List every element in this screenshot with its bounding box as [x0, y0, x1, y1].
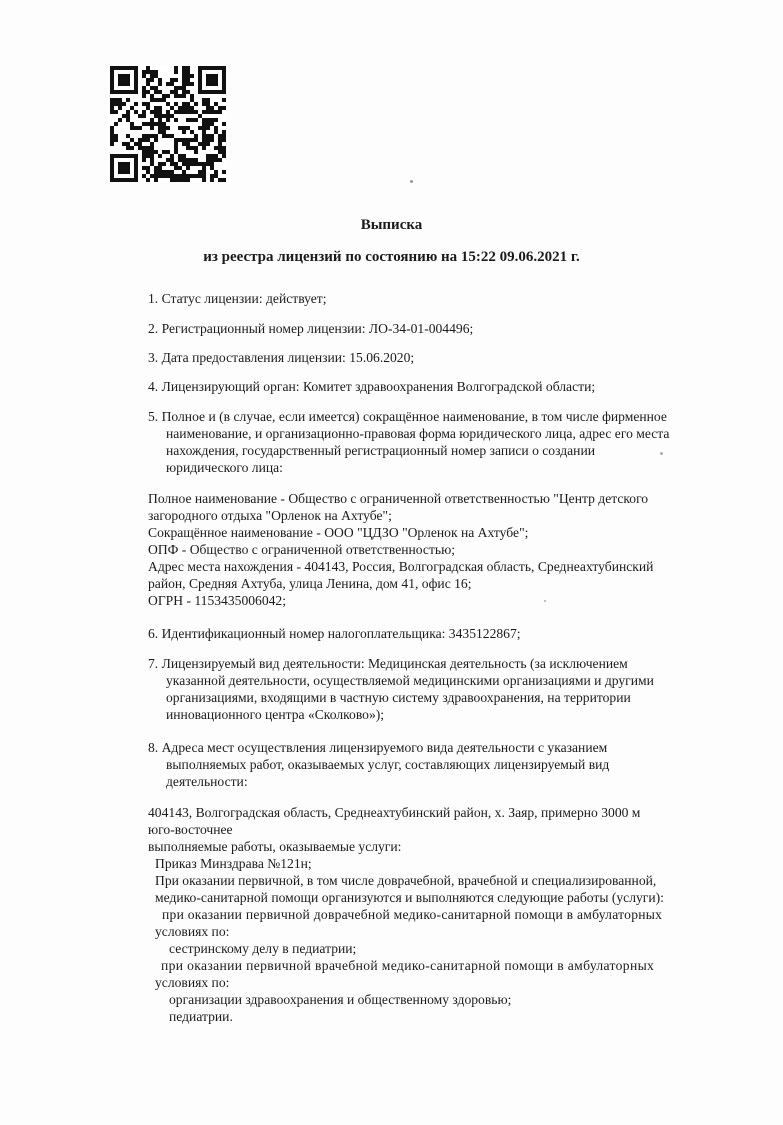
physician-care-line: при оказании первичной врачебной медико-санитарной помощи в амбулаторных: [161, 958, 655, 973]
detail-line: загородного отдыха "Орленок на Ахтубе";: [148, 508, 392, 523]
qr-code: [110, 66, 226, 182]
item-registration-number: 2. Регистрационный номер лицензии: ЛО-34-01-004496;: [148, 321, 474, 336]
detail-line: Полное наименование - Общество с ограниченной ответственностью "Центр детского: [148, 491, 649, 506]
service-health-organization: организации здравоохранения и общественному здоровью;: [169, 992, 512, 1007]
order-reference: Приказ Минздрава №121н;: [155, 856, 312, 871]
legal-entity-details: [148, 490, 748, 609]
item-issue-date: 3. Дата предоставления лицензии: 15.06.2020;: [148, 350, 415, 365]
services-label: выполняемые работы, оказываемые услуги:: [148, 839, 402, 854]
item-license-status: 1. Статус лицензии: действует;: [148, 291, 327, 306]
item-text-line: выполняемых работ, оказываемых услуг, составляющих лицензируемый вид: [166, 757, 610, 772]
prehospital-care-line: при оказании первичной доврачебной медико-санитарной помощи в амбулаторных: [162, 907, 663, 922]
item-text-line: 8. Адреса мест осуществления лицензируемого вида деятельности с указанием: [148, 740, 608, 755]
scan-speck: [410, 180, 413, 183]
item-text-line: нахождения, государственный регистрационный номер записи о создании: [166, 443, 596, 458]
services-list: [155, 855, 735, 1025]
qr-code-graphic: [110, 66, 226, 182]
document-title: Выписка: [360, 217, 423, 233]
item-text-line: инновационного центра «Сколково»);: [166, 707, 385, 722]
service-nursing-pediatrics: сестринскому делу в педиатрии;: [169, 941, 357, 956]
prehospital-care-line: условиях по:: [155, 924, 230, 939]
item-text-line: наименование, и организационно-правовая форма юридического лица, адрес его места: [166, 426, 670, 441]
item-licensing-authority: 4. Лицензирующий орган: Комитет здравоохранения Волгоградской области;: [148, 379, 596, 394]
item-text-line: 7. Лицензируемый вид деятельности: Медицинская деятельность (за исключением: [148, 656, 628, 671]
address-line: 404143, Волгоградская область, Среднеахтубинский район, х. Заяр, примерно 3000 м: [148, 805, 641, 820]
service-pediatrics: педиатрии.: [169, 1009, 233, 1024]
item-tax-id: 6. Идентификационный номер налогоплательщика: 3435122867;: [148, 626, 521, 641]
physician-care-line: условиях по:: [155, 975, 230, 990]
primary-care-line: медико-санитарной помощи организуются и выполняются следующие работы (услуги):: [155, 890, 664, 905]
item-licensed-activity: [148, 655, 748, 723]
item-text-line: указанной деятельности, осуществляемой медицинскими организациями и другими: [166, 673, 654, 688]
item-legal-entity: [148, 408, 748, 476]
primary-care-line: При оказании первичной, в том числе доврачебной, врачебной и специализированной,: [155, 873, 657, 888]
detail-line: ОПФ - Общество с ограниченной ответственностью;: [148, 542, 456, 557]
detail-line: ОГРН - 1153435006042;: [148, 593, 287, 608]
item-text-line: организациями, входящими в частную систему здравоохранения, на территории: [166, 690, 631, 705]
detail-line: район, Средняя Ахтуба, улица Ленина, дом 41, офис 16;: [148, 576, 472, 591]
document-subtitle: из реестра лицензий по состоянию на 15:22 09.06.2021 г.: [203, 249, 580, 265]
item-activity-addresses: [148, 739, 748, 790]
detail-line: Сокращённое наименование - ООО "ЦДЗО "Орленок на Ахтубе";: [148, 525, 529, 540]
item-text-line: 5. Полное и (в случае, если имеется) сокращённое наименование, в том числе фирменное: [148, 409, 667, 424]
activity-address: [148, 804, 748, 855]
detail-line: Адрес места нахождения - 404143, Россия, Волгоградская область, Среднеахтубинский: [148, 559, 654, 574]
item-text-line: деятельности:: [166, 774, 248, 789]
address-line: юго-восточнее: [148, 822, 233, 837]
item-text-line: юридического лица:: [166, 460, 283, 475]
